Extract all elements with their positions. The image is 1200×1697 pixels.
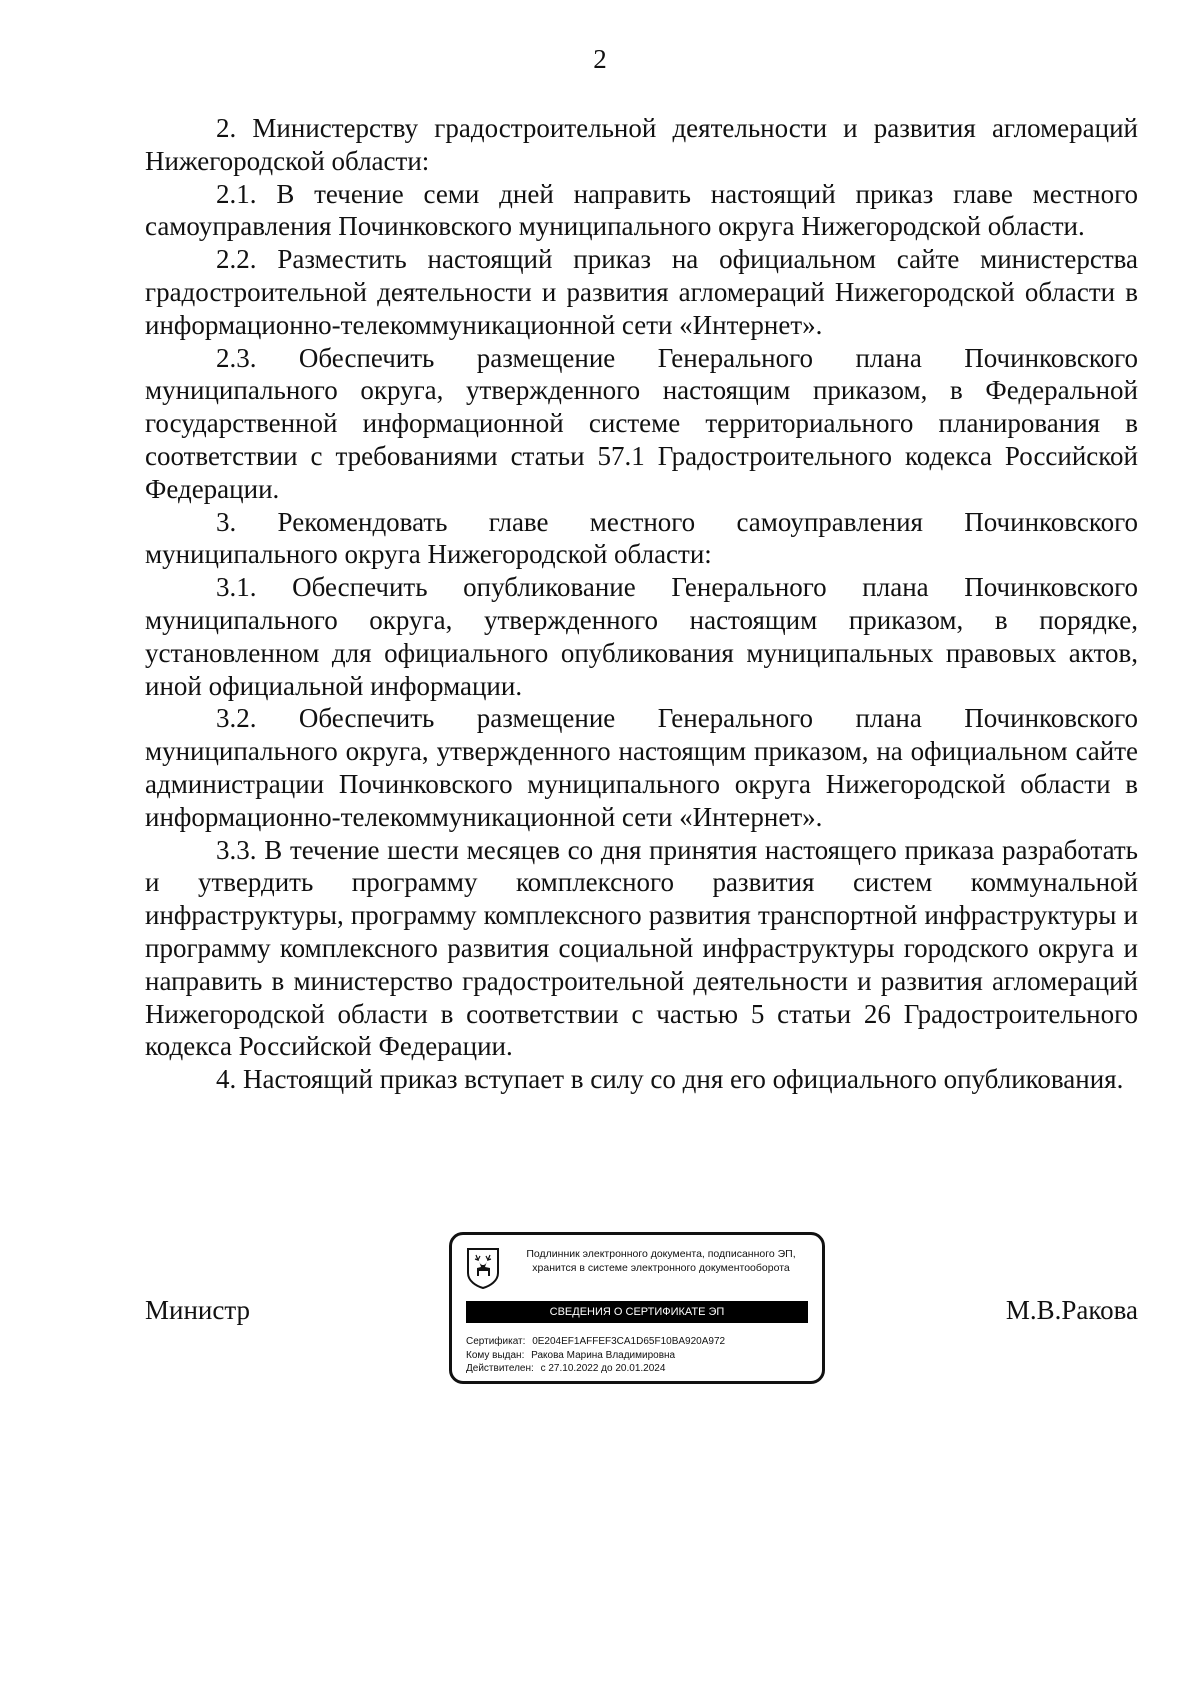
paragraph-2: 2. Министерству градостроительной деятельности и развития агломераций Нижегородской области: <box>145 113 1138 176</box>
valid-label: Действителен: <box>466 1363 534 1374</box>
valid-row <box>466 1362 725 1376</box>
paragraph-4: 4. Настоящий приказ вступает в силу со дня его официального опубликования. <box>216 1064 1124 1095</box>
document-body <box>145 112 1138 1096</box>
paragraph-2-3: 2.3. Обеспечить размещение Генерального плана Починковского муниципального округа, утвержденного настоящим приказом, в Федеральной государственной информационной системе территориального планирования в соответствии с требованиями статьи 57.1 Градостроительного кодекса Российской Федерации. <box>145 342 1138 504</box>
stamp-header <box>508 1247 814 1275</box>
certificate-info-bar: СВЕДЕНИЯ О СЕРТИФИКАТЕ ЭП <box>466 1301 808 1323</box>
stamp-header-line2: хранится в системе электронного документооборота <box>532 1262 790 1274</box>
paragraph-2-1: 2.1. В течение семи дней направить настоящий приказ главе местного самоуправления Починковского муниципального округа Нижегородской области. <box>145 178 1138 242</box>
certificate-value: 0E204EF1AFFEF3CA1D65F10BA920A972 <box>532 1336 726 1347</box>
paragraph-3-3: 3.3. В течение шести месяцев со дня принятия настоящего приказа разработать и утвердить программу комплексного развития систем коммунальной инфраструктуры, программу комплексного развития транспортной инфраструктуры и программу комплексного развития социальной инфраструктуры городского округа и направить в министерство градостроительной деятельности и развития агломераций Нижегородской области в соответствии с частью 5 статьи 26 Градостроительного кодекса Российской Федерации. <box>145 834 1138 1062</box>
stamp-header-line1: Подлинник электронного документа, подписанного ЭП, <box>526 1248 796 1260</box>
paragraph-3-2: 3.2. Обеспечить размещение Генерального плана Починковского муниципального округа, утвержденного настоящим приказом, на официальном сайте администрации Починковского муниципального округа Нижегородской области в информационно-телекоммуникационной сети «Интернет». <box>145 703 1138 832</box>
signer-title: Министр <box>145 1295 250 1325</box>
certificate-label: Сертификат: <box>466 1336 526 1347</box>
paragraph-2-2: 2.2. Разместить настоящий приказ на официальном сайте министерства градостроительной деятельности и развития агломераций Нижегородской области в информационно-телекоммуникационной сети «Интернет». <box>145 244 1138 340</box>
certificate-details <box>466 1335 725 1376</box>
issued-to-label: Кому выдан: <box>466 1349 525 1361</box>
deer-emblem-icon <box>466 1247 500 1289</box>
issued-to-value: Ракова Марина Владимировна <box>531 1349 676 1361</box>
valid-value: с 27.10.2022 до 20.01.2024 <box>540 1363 666 1374</box>
signer-name: М.В.Ракова <box>1005 1295 1138 1325</box>
electronic-signature-stamp <box>449 1232 825 1384</box>
paragraph-3-1: 3.1. Обеспечить опубликование Генерального плана Починковского муниципального округа, утвержденного настоящим приказом, в порядке, установленном для официального опубликования муниципальных правовых актов, иной официальной информации. <box>145 572 1138 701</box>
signature-block <box>145 1232 1138 1402</box>
issued-to-row <box>466 1349 725 1363</box>
paragraph-3: 3. Рекомендовать главе местного самоуправления Починковского муниципального округа Нижегородской области: <box>145 506 1138 570</box>
page-number: 2 <box>593 44 607 74</box>
certificate-row <box>466 1335 725 1349</box>
